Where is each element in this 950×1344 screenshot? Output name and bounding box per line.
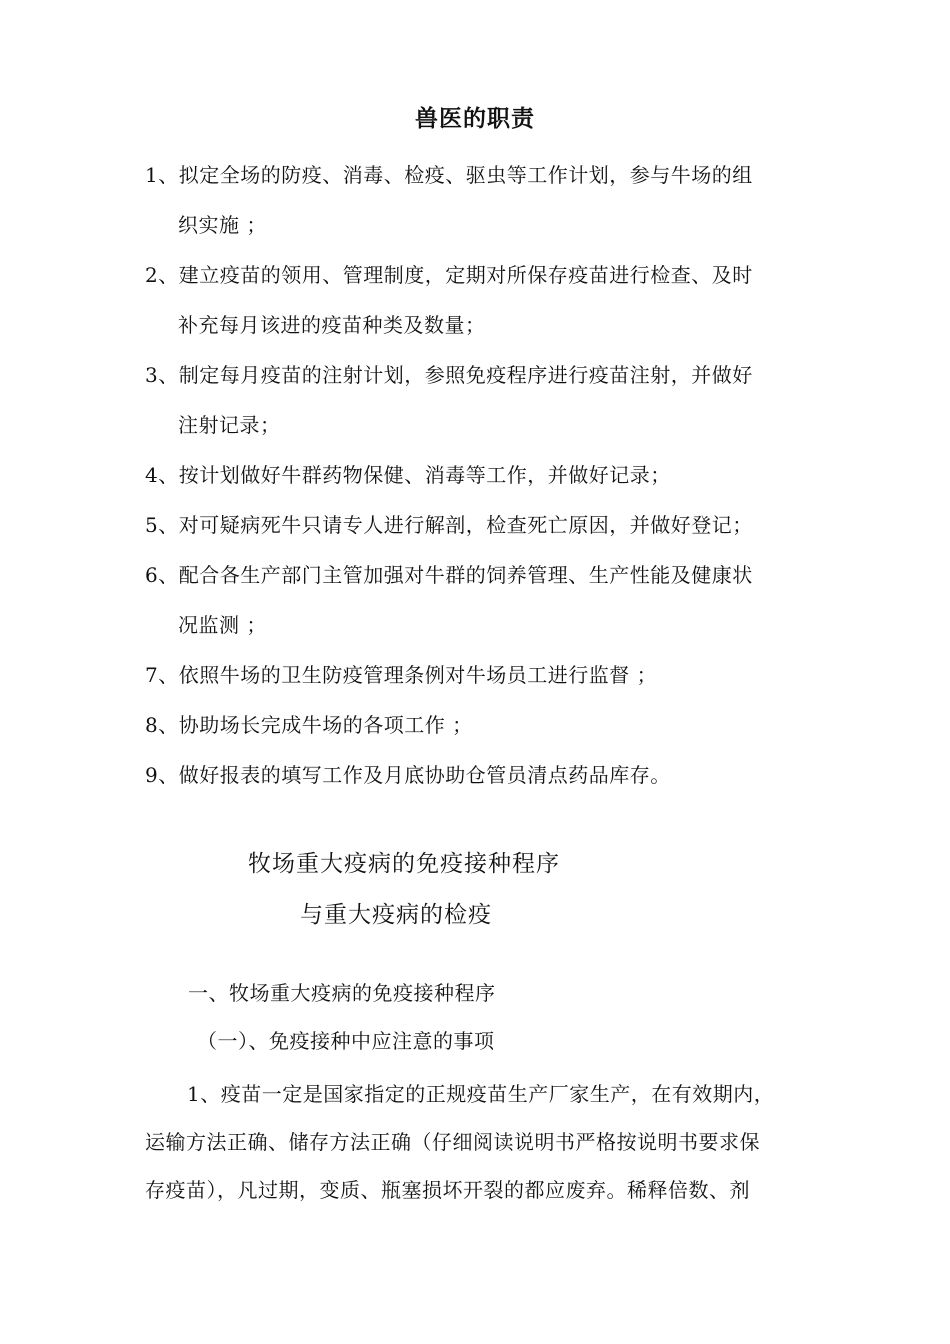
duty-line: 1、拟定全场的防疫、消毒、检疫、驱虫等工作计划，参与牛场的组 (145, 163, 753, 187)
duty-line: 4、按计划做好牛群药物保健、消毒等工作，并做好记录； (145, 463, 671, 487)
list-item (145, 750, 815, 800)
list-item (145, 350, 815, 450)
list-item (145, 550, 815, 650)
duty-line-continuation: 况监测 ； (178, 613, 267, 637)
duty-line: 8、协助场长完成牛场的各项工作 ； (145, 713, 473, 737)
list-item (145, 450, 815, 500)
duty-line-continuation: 织实施 ； (178, 213, 267, 237)
duty-line: 6、配合各生产部门主管加强对牛群的饲养管理、生产性能及健康状 (145, 563, 753, 587)
paragraph-line: 存疫苗），凡过期，变质、瓶塞损坏开裂的都应废弃。稀释倍数、剂 (145, 1178, 750, 1202)
duty-line-continuation: 补充每月该进的疫苗种类及数量； (178, 313, 486, 337)
sub-subsection-heading: （一）、免疫接种中应注意的事项 (197, 1029, 495, 1053)
paragraph-line: 运输方法正确、储存方法正确（仔细阅读说明书严格按说明书要求保 (145, 1130, 760, 1154)
duties-list (145, 150, 815, 800)
duty-line: 2、建立疫苗的领用、管理制度，定期对所保存疫苗进行检查、及时 (145, 263, 753, 287)
duty-line: 7、依照牛场的卫生防疫管理条例对牛场员工进行监督 ； (145, 663, 658, 687)
list-item (145, 700, 815, 750)
duty-line: 3、制定每月疫苗的注射计划，参照免疫程序进行疫苗注射，并做好 (145, 363, 753, 387)
duty-line-continuation: 注射记录； (178, 413, 281, 437)
list-item (145, 500, 815, 550)
subsection-heading: 一、牧场重大疫病的免疫接种程序 (188, 981, 496, 1005)
body-paragraph (145, 1070, 815, 1214)
duty-line: 5、对可疑病死牛只请专人进行解剖，检查死亡原因，并做好登记； (145, 513, 753, 537)
section-title-line-1: 牧场重大疫病的免疫接种程序 (248, 851, 560, 877)
list-item (145, 650, 815, 700)
duty-line: 9、做好报表的填写工作及月底协助仓管员清点药品库存。 (145, 763, 671, 787)
list-item (145, 150, 815, 250)
section-title-line-2: 与重大疫病的检疫 (300, 902, 492, 928)
paragraph-line: 1、疫苗一定是国家指定的正规疫苗生产厂家生产，在有效期内， (187, 1082, 775, 1106)
list-item (145, 250, 815, 350)
page-title: 兽医的职责 (415, 106, 535, 132)
